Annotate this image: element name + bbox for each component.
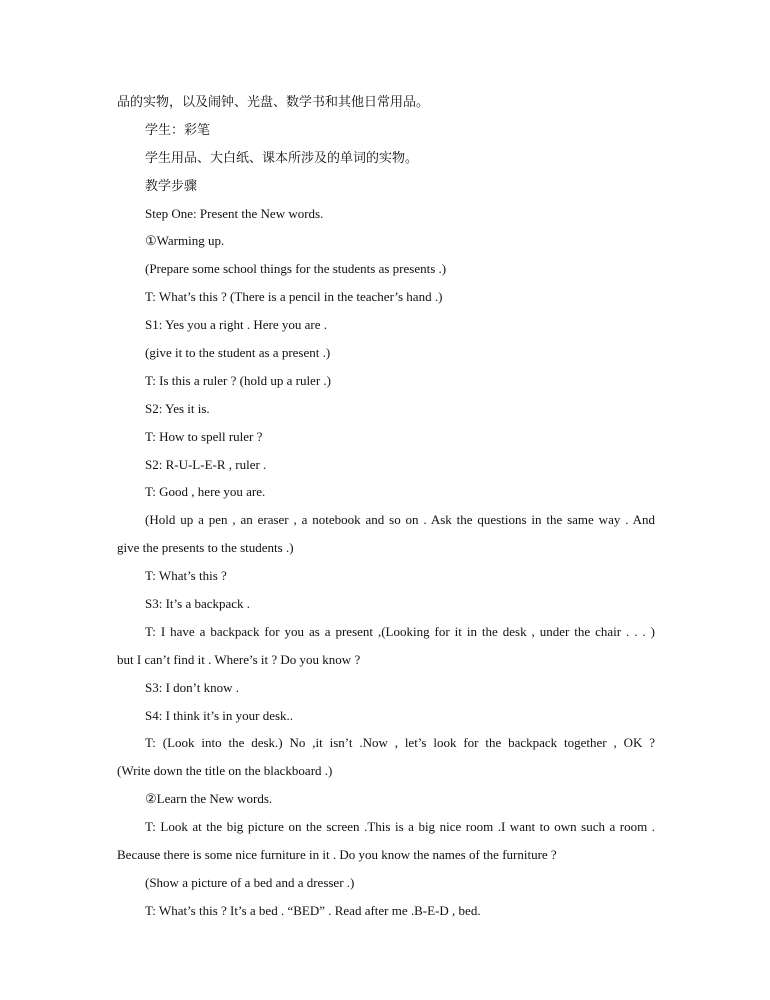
text-line: T: What’s this ? bbox=[145, 568, 227, 584]
text-line: S2: R-U-L-E-R , ruler . bbox=[145, 456, 267, 472]
text-line: 学生：彩笔 bbox=[145, 121, 211, 137]
text-line: T: What’s this ? (There is a pencil in the teacher’s hand .) bbox=[145, 289, 443, 305]
text-line: Step One: Present the New words. bbox=[145, 205, 324, 221]
text-line: ①Warming up. bbox=[145, 233, 225, 249]
text-line: T: Good , here you are. bbox=[145, 484, 266, 500]
text-line: T: How to spell ruler ? bbox=[145, 428, 263, 444]
text-line: T: What’s this ? It’s a bed . “BED” . Read after me .B-E-D , bed. bbox=[145, 902, 481, 918]
text-line: (Write down the title on the blackboard .) bbox=[117, 763, 333, 779]
text-line: but I can’t find it . Where’s it ? Do you know ? bbox=[117, 651, 361, 667]
text-line: ②Learn the New words. bbox=[145, 791, 273, 807]
text-line: 学生用品、大白纸、课本所涉及的单词的实物。 bbox=[145, 149, 419, 165]
text-line: (Prepare some school things for the students as presents .) bbox=[145, 261, 447, 277]
text-line: (Hold up a pen , an eraser , a notebook and so on . Ask the questions in the same way . And bbox=[145, 512, 655, 528]
text-line: (Show a picture of a bed and a dresser .) bbox=[145, 874, 355, 890]
text-line: S3: It’s a backpack . bbox=[145, 596, 251, 612]
text-line: Because there is some nice furniture in it . Do you know the names of the furniture ? bbox=[117, 847, 557, 863]
text-line: S3: I don’t know . bbox=[145, 679, 240, 695]
text-line: (give it to the student as a present .) bbox=[145, 345, 331, 361]
text-line: 品的实物，以及闹钟、光盘、数学书和其他日常用品。 bbox=[117, 94, 430, 109]
document-text bbox=[117, 88, 655, 925]
text-line: S2: Yes it is. bbox=[145, 400, 210, 416]
text-line: T: I have a backpack for you as a present ,(Looking for it in the desk , under the chair . . . ) bbox=[145, 623, 655, 639]
text-line: S4: I think it’s in your desk.. bbox=[145, 707, 294, 723]
text-line: 教学步骤 bbox=[145, 177, 198, 193]
text-line: S1: Yes you a right . Here you are . bbox=[145, 317, 327, 333]
text-line: T: Is this a ruler ? (hold up a ruler .) bbox=[145, 372, 331, 388]
text-line: T: Look at the big picture on the screen .This is a big nice room .I want to own such a room . bbox=[145, 819, 655, 835]
text-line: T: (Look into the desk.) No ,it isn’t .Now , let’s look for the backpack together , OK ? bbox=[145, 735, 655, 751]
text-line: give the presents to the students .) bbox=[117, 540, 294, 556]
